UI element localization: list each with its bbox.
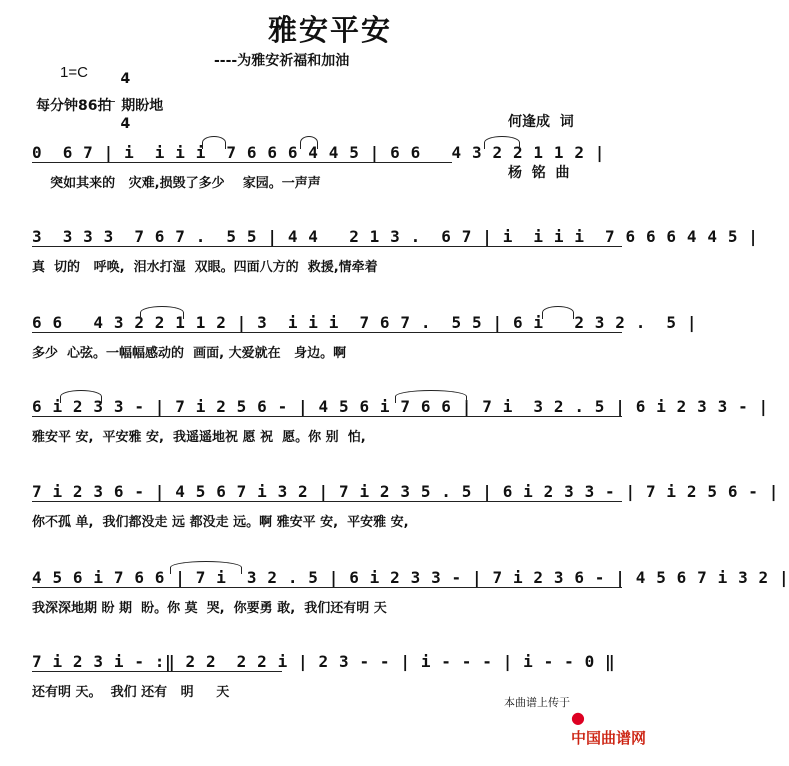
key-signature: 1=C (60, 64, 88, 81)
slur-mark (170, 561, 242, 574)
beam-line (32, 332, 622, 333)
system-4-notes: 6 i 2 3 3 - | 7 i 2 5 6 - | 4 5 6 i 7 6 6 | 7 i 3 2 . 5 | 6 i 2 3 3 - | (32, 397, 769, 416)
slur-mark (60, 390, 102, 403)
time-signature-bottom: 4 (120, 116, 131, 132)
slur-mark (542, 306, 574, 319)
system-2-notes: 3 3 3 3 7 6 7 . 5 5 | 4 4 2 1 3 . 6 7 | i i i i 7 6 6 6 4 4 5 | (32, 227, 759, 246)
slur-mark (140, 306, 184, 319)
slur-mark (300, 136, 318, 149)
lyricist-credit: 何逢成 词 (508, 114, 574, 130)
system-4-lyrics: 雅安平 安, 平安雅 安, 我遥遥地祝 愿 祝 愿。你 别 怕, (32, 430, 366, 445)
slur-mark (395, 390, 467, 403)
beam-line (32, 671, 282, 672)
system-7-lyrics: 还有明 天。 我们 还有 明 天 (32, 685, 230, 700)
time-signature-top: 4 (120, 71, 131, 87)
system-3-lyrics: 多少 心弦。一幅幅感动的 画面, 大爱就在 身边。啊 (32, 346, 347, 361)
system-1-lyrics: 突如其来的 灾难,损毁了多少 家园。一声声 (32, 176, 321, 191)
tempo-marking: 每分钟86拍 期盼地 (36, 98, 164, 114)
beam-line (32, 416, 622, 417)
beam-line (32, 162, 452, 163)
system-6-lyrics: 我深深地期 盼 期 盼。你 莫 哭, 你要勇 敢, 我们还有明 天 (32, 601, 387, 616)
system-5-notes: 7 i 2 3 6 - | 4 5 6 7 i 3 2 | 7 i 2 3 5 . 5 | 6 i 2 3 3 - | 7 i 2 5 6 - | (32, 482, 779, 501)
beam-line (32, 501, 622, 502)
composer-credit: 杨 铭 曲 (508, 165, 570, 181)
system-5-lyrics: 你不孤 单, 我们都没走 远 都没走 远。啊 雅安平 安, 平安雅 安, (32, 515, 409, 530)
beam-line (32, 246, 622, 247)
system-7-notes: 7 i 2 3 i - :‖ 2 2 2 2 i | 2 3 - - | i - - - | i - - 0 ‖ (32, 652, 616, 671)
slur-mark (484, 136, 520, 149)
system-2-lyrics: 真 切的 呼唤, 泪水打湿 双眼。四面八方的 救援,情牵着 (32, 260, 378, 275)
song-subtitle: ----为雅安祈福和加油 (214, 53, 350, 69)
logo-text: 中国曲谱网 (570, 729, 646, 747)
logo-mark-icon: ● (570, 708, 585, 727)
beam-line (32, 587, 622, 588)
site-logo (550, 690, 646, 766)
system-3-notes: 6 6 4 3 2 2 1 1 2 | 3 i i i 7 6 7 . 5 5 | 6 i 2 3 2 . 5 | (32, 313, 698, 332)
slur-mark (202, 136, 226, 149)
footer-upload-text: 本曲谱上传于 (504, 696, 570, 709)
song-title: 雅安平安 (267, 13, 392, 47)
system-6-notes: 4 5 6 i 7 6 6 | 7 i 3 2 . 5 | 6 i 2 3 3 - | 7 i 2 3 6 - | 4 5 6 7 i 3 2 | (32, 568, 789, 587)
system-1-notes: 0 6 7 | i i i i 7 6 6 6 4 4 5 | 6 6 4 3 2 2 1 1 2 | (32, 143, 606, 162)
